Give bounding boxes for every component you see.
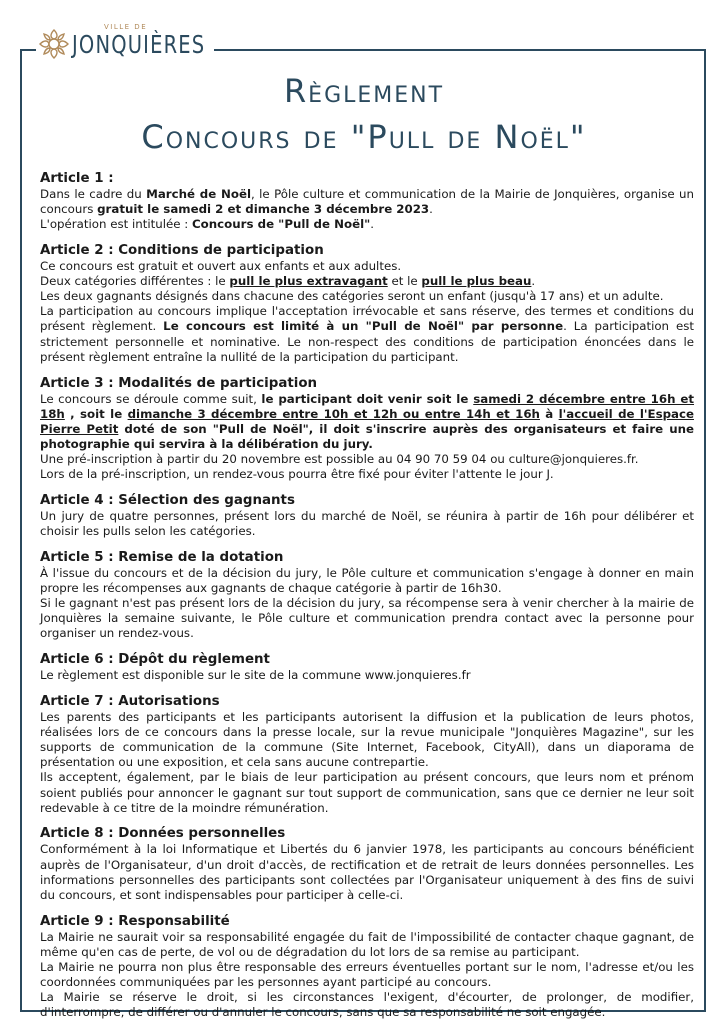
article-3-heading: Article 3 : Modalités de participation xyxy=(40,375,318,391)
article-5 xyxy=(40,549,694,641)
page-subtitle: Concours de "Pull de Noël" xyxy=(141,118,587,156)
article-2-para-1: Ce concours est gratuit et ouvert aux enfants et aux adultes. xyxy=(40,259,402,274)
article-2-para-2: Deux catégories différentes : le pull le plus extravagant et le pull le plus beau. xyxy=(40,274,536,289)
logo-small-text: VILLE DE xyxy=(104,23,148,31)
logo-city-name: JONQUIÈRES xyxy=(72,30,206,59)
article-2-para-4: La participation au concours implique l'acceptation irrévocable et sans réserve, des termes et conditions du présent règlement. Le concours est limité à un "Pull de Noël" par personne. La participation est strictement personnelle et nominative. Le non-respect des conditions de participation énoncées dans le présent règlement entraîne la nullité de la participation du participant. xyxy=(40,304,694,364)
article-6-heading: Article 6 : Dépôt du règlement xyxy=(40,652,270,668)
article-7 xyxy=(40,693,694,816)
article-3-para-1: Le concours se déroule comme suit, le participant doit venir soit le samedi 2 décembre entre 16h et 18h , soit le dimanche 3 décembre entre 10h et 12h ou entre 14h et 16h à l'accueil de l'Espace Pierre Petit doté de son "Pull de Noël", il doit s'inscrire auprès des organisateurs et faire une photographie qui servira à la délibération du jury. xyxy=(40,391,695,451)
article-5-para-2: Si le gagnant n'est pas présent lors de la décision du jury, sa récompense sera à venir chercher à la mairie de Jonquières la semaine suivante, le Pôle culture et communication prendra contact avec la personne pour organiser un rendez-vous. xyxy=(40,596,694,641)
article-6 xyxy=(40,651,694,683)
article-9-para-2: La Mairie ne pourra non plus être responsable des erreurs éventuelles portant sur le nom, l'adresse et/ou les coordonnées communiquées par les personnes ayant participé au concours. xyxy=(40,959,694,989)
article-1 xyxy=(40,170,694,232)
article-9-heading: Article 9 : Responsabilité xyxy=(40,913,230,929)
article-5-para-1: À l'issue du concours et de la décision du jury, le Pôle culture et communication s'engage à donner en main propre les récompenses aux gagnants de chaque catégorie à partir de 16h30. xyxy=(40,565,694,595)
article-8 xyxy=(40,825,694,902)
article-4-para-1: Un jury de quatre personnes, présent lors du marché de Noël, se réunira à partir de 16h pour délibérer et choisir les pulls selon les catégories. xyxy=(40,508,694,538)
article-9 xyxy=(40,913,694,1021)
article-4 xyxy=(40,492,694,539)
article-5-heading: Article 5 : Remise de la dotation xyxy=(40,549,284,565)
rules-body xyxy=(40,170,694,1030)
article-1-para-2: L'opération est intitulée : Concours de "Pull de Noël". xyxy=(40,217,375,232)
article-7-para-2: Ils acceptent, également, par le biais de leur participation au présent concours, que leurs nom et prénom soient publiés pour annoncer le gagnant sur tout support de communication, sans que ce dernier ne leur soit redevable à ce titre de la moindre rémunération. xyxy=(40,770,694,815)
article-8-heading: Article 8 : Données personnelles xyxy=(40,826,286,842)
article-3-para-3: Lors de la pré-inscription, un rendez-vous pourra être fixé pour éviter l'attente le jour J. xyxy=(40,467,554,481)
page-border-top xyxy=(214,49,706,51)
article-8-para-1: Conformément à la loi Informatique et Libertés du 6 janvier 1978, les participants au concours bénéficient auprès de l'Organisateur, d'un droit d'accès, de rectification et de retrait de leurs données personnelles. Les informations personnelles des participants sont collectées par l'Organisateur uniquement à des fins de suivi du concours, et sont indispensables pour participer à celle-ci. xyxy=(40,842,694,902)
article-3-para-2: Une pré-inscription à partir du 20 novembre est possible au 04 90 70 59 04 ou culture@jonquieres.fr. xyxy=(40,451,639,466)
article-1-para-1: Dans le cadre du Marché de Noël, le Pôle culture et communication de la Mairie de Jonquières, organise un concours gratuit le samedi 2 et dimanche 3 décembre 2023. xyxy=(40,187,694,217)
page-border-top-left xyxy=(20,49,36,51)
article-2-heading: Article 2 : Conditions de participation xyxy=(40,243,324,259)
page-title: Règlement xyxy=(283,72,445,110)
article-9-para-1: La Mairie ne saurait voir sa responsabilité engagée du fait de l'impossibilité de contacter chaque gagnant, de même qu'en cas de perte, de vol ou de dégradation du lot lors de sa remise au participant. xyxy=(40,929,694,959)
article-6-para-1: Le règlement est disponible sur le site de la commune www.jonquieres.fr xyxy=(40,668,471,683)
article-9-para-3: La Mairie se réserve le droit, si les circonstances l'exigent, d'écourter, de prolonger, de modifier, d'interrompre, de différer ou d'annuler le concours, sans que sa responsabilité ne soit engagée. xyxy=(40,990,694,1020)
article-2-para-3: Les deux gagnants désignés dans chacune des catégories seront un enfant (jusqu'à 17 ans) et un adulte. xyxy=(40,289,664,304)
contact-email[interactable]: culture@jonquieres.fr xyxy=(508,451,635,466)
article-1-heading: Article 1 : xyxy=(40,171,114,186)
article-2 xyxy=(40,242,694,365)
article-7-heading: Article 7 : Autorisations xyxy=(40,694,220,710)
article-3 xyxy=(40,375,694,483)
jonquieres-logo xyxy=(36,22,212,70)
city-emblem-icon xyxy=(36,26,72,62)
article-7-para-1: Les parents des participants et les participants autorisent la diffusion et la publication de leurs photos, réalisées lors de ce concours dans la presse locale, sur la revue municipale "Jonquières Magazine", sur les supports de communication de la commune (Site Internet, Facebook, CityAll), dans un diaporama de présentation ou une exposition, et cela sans aucune contrepartie. xyxy=(40,710,694,770)
article-4-heading: Article 4 : Sélection des gagnants xyxy=(40,492,295,508)
